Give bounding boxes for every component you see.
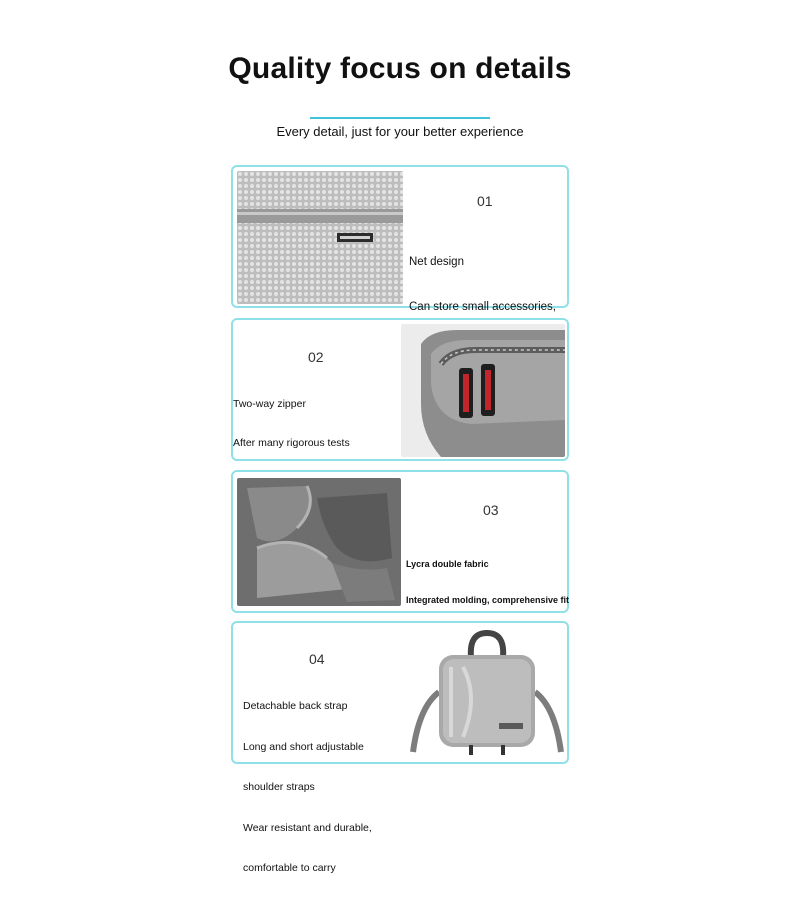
- feature-number: 03: [483, 502, 499, 518]
- title-divider: [310, 117, 490, 119]
- feature-card-net-design: [231, 165, 569, 313]
- zipper-image: [401, 324, 565, 457]
- foam-lining-image: [237, 478, 401, 606]
- feature-number: 02: [308, 349, 324, 365]
- feature-line: Two-way zipper: [233, 398, 306, 410]
- feature-card-zipper: [231, 318, 569, 461]
- feature-line: Net design: [409, 256, 464, 268]
- page-title: Quality focus on details: [228, 52, 572, 85]
- feature-line: Can store small accessories,: [409, 301, 556, 313]
- page-subtitle: Every detail, just for your better experience: [276, 124, 524, 139]
- feature-line: After many rigorous tests: [233, 437, 350, 449]
- case-with-strap-image: [409, 627, 565, 762]
- feature-line: Wear resistant and durable,: [243, 821, 372, 834]
- feature-line: Lycra double fabric: [406, 559, 489, 569]
- feature-line: Detachable back strap: [243, 700, 348, 712]
- feature-card-lycra-fabric: [231, 470, 569, 613]
- feature-line: Long and short adjustable: [243, 740, 364, 753]
- feature-line: shoulder straps: [243, 781, 315, 793]
- feature-line: comfortable to carry: [243, 862, 336, 874]
- feature-line: Integrated molding, comprehensive fit: [406, 595, 570, 605]
- feature-card-shoulder-strap: [231, 621, 569, 874]
- feature-number: 04: [309, 651, 325, 667]
- mesh-pocket-image: [237, 171, 403, 304]
- feature-description: [243, 673, 372, 903]
- feature-number: 01: [477, 193, 493, 209]
